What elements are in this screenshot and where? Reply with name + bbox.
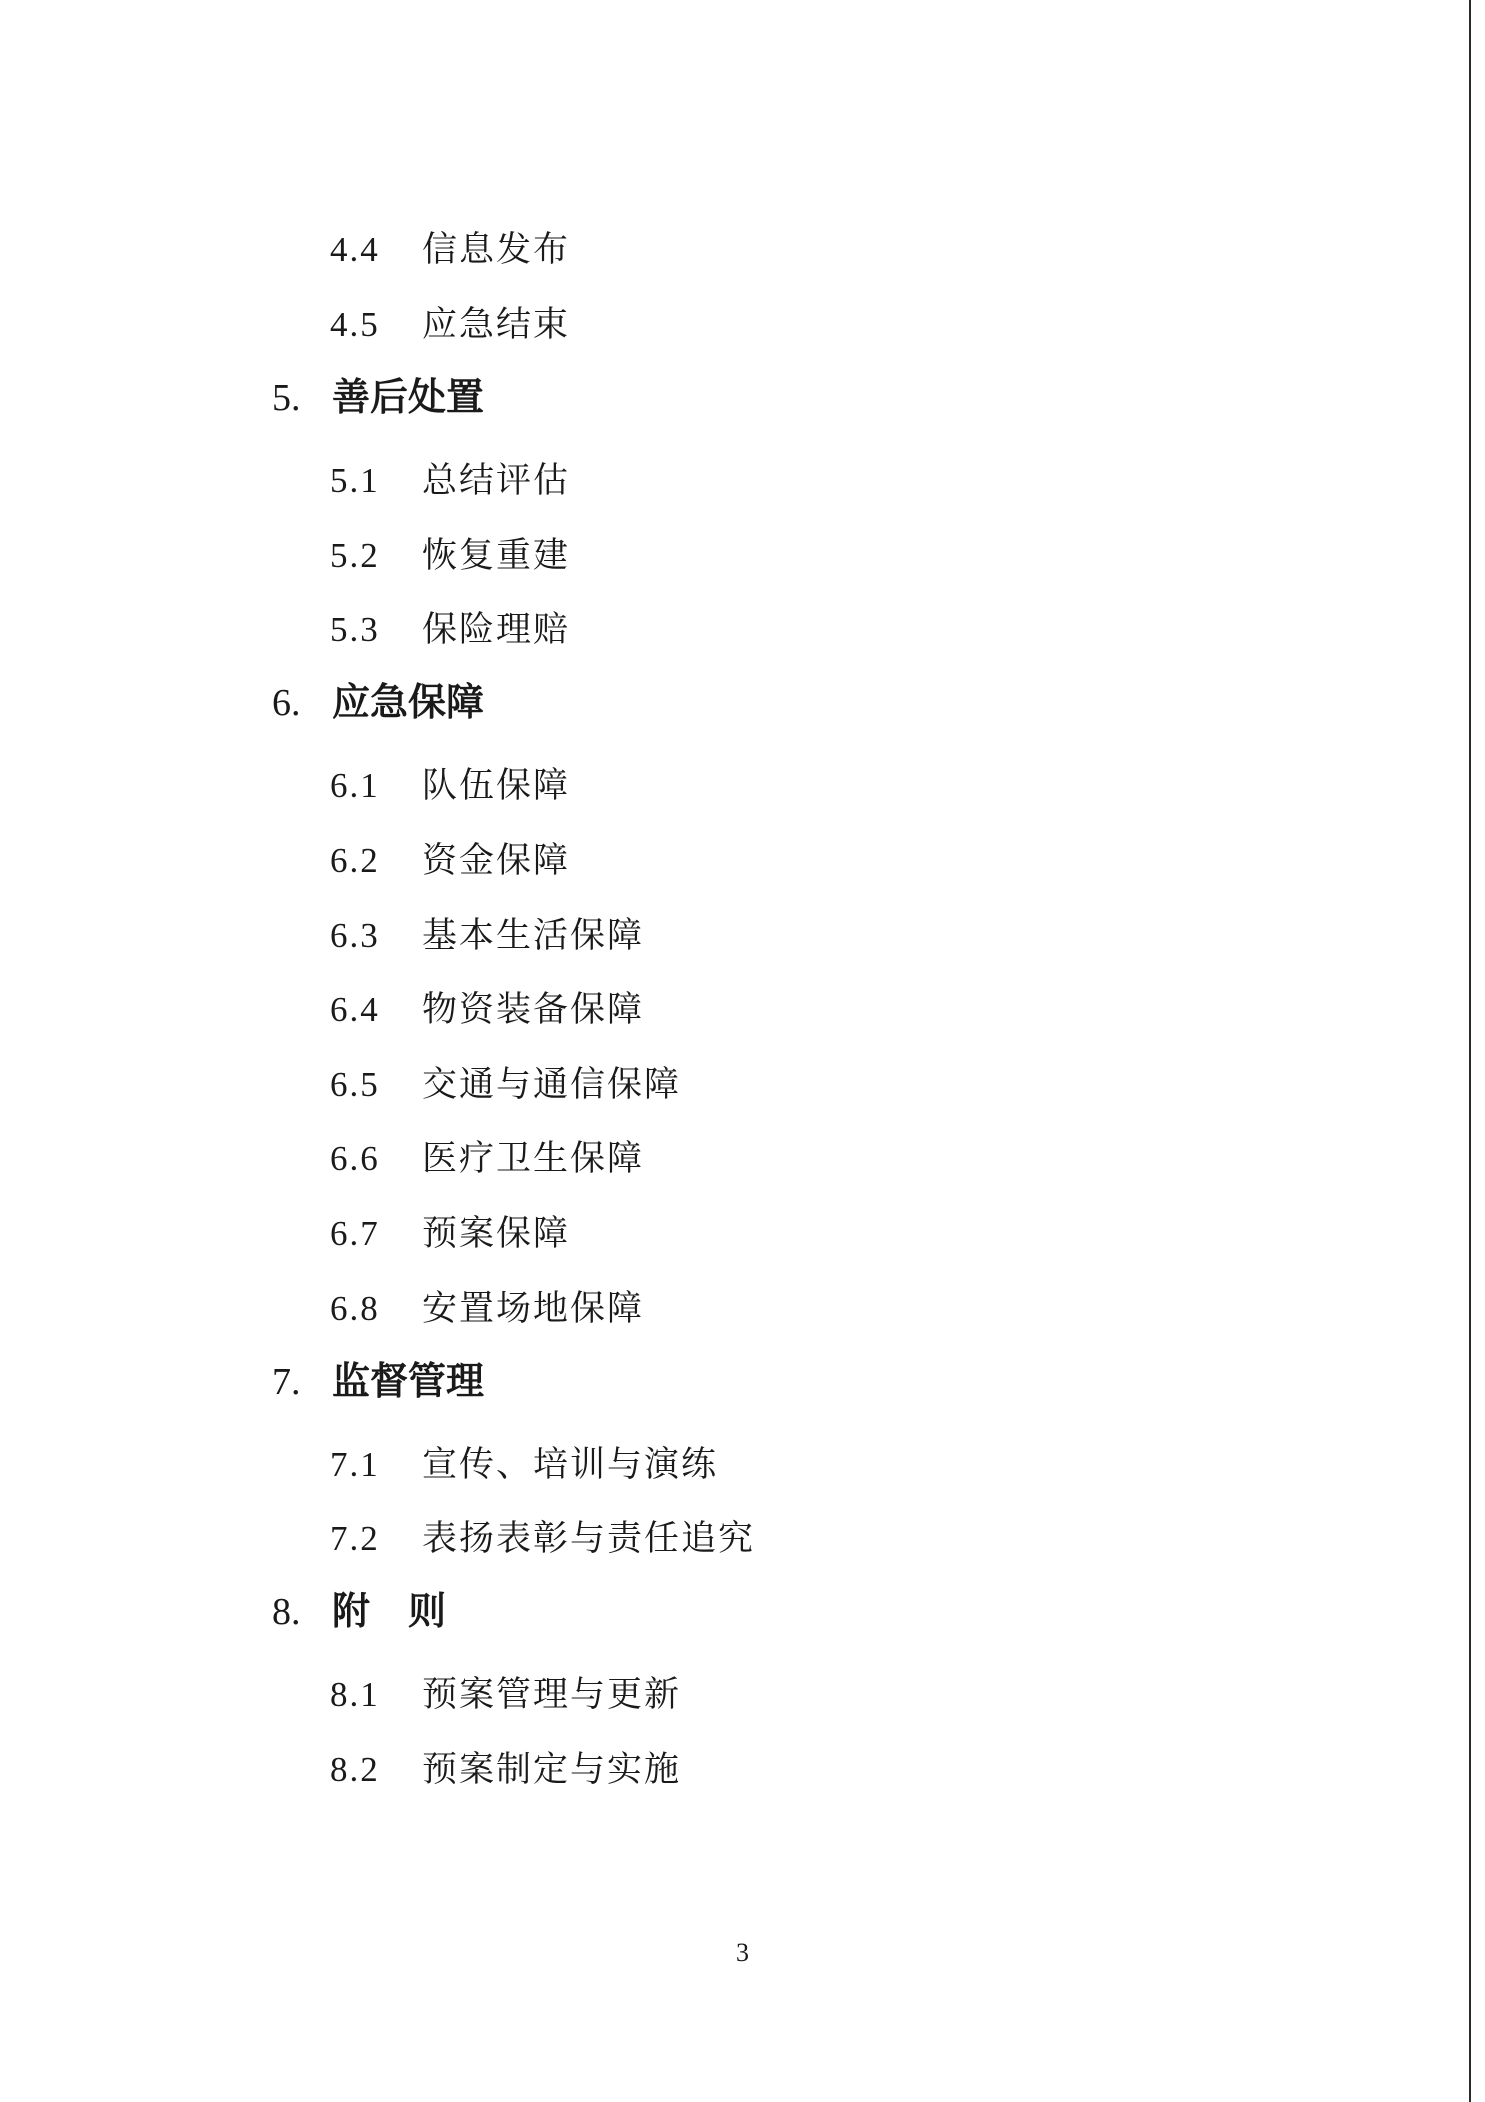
toc-entry-number: 5.3 — [330, 610, 380, 649]
toc-entry-title: 保险理赔 — [422, 610, 571, 650]
toc-section-number: 6. — [272, 682, 301, 724]
toc-entry-number: 8.1 — [330, 1675, 380, 1714]
toc-section-8 — [272, 1589, 447, 1633]
toc-entry-number: 5.1 — [330, 461, 380, 500]
toc-entry-number: 7.2 — [330, 1519, 380, 1558]
toc-entry-number: 6.2 — [330, 841, 380, 880]
toc-section-7 — [272, 1359, 485, 1403]
toc-entry-6-3 — [330, 918, 644, 954]
page-number: 3 — [736, 1938, 749, 1967]
toc-section-number: 5. — [272, 377, 301, 419]
toc-entry-number: 4.5 — [330, 305, 380, 344]
toc-entry-title: 宣传、培训与演练 — [422, 1445, 719, 1485]
toc-entry-number: 6.4 — [330, 990, 380, 1029]
toc-entry-number: 8.2 — [330, 1750, 380, 1789]
toc-entry-number: 6.1 — [330, 766, 380, 805]
toc-entry-6-6 — [330, 1141, 644, 1177]
toc-entry-title: 基本生活保障 — [422, 916, 645, 956]
toc-entry-7-1 — [330, 1447, 718, 1483]
toc-entry-title: 安置场地保障 — [422, 1289, 645, 1329]
toc-entry-6-4 — [330, 992, 644, 1028]
page-edge-line — [1469, 0, 1471, 2102]
toc-entry-number: 6.6 — [330, 1139, 380, 1178]
toc-entry-title: 交通与通信保障 — [422, 1065, 682, 1105]
toc-entry-title: 资金保障 — [422, 841, 571, 881]
toc-entry-5-3 — [330, 612, 570, 648]
toc-entry-title: 应急结束 — [422, 305, 571, 345]
toc-entry-title: 预案制定与实施 — [422, 1750, 682, 1790]
toc-entry-title: 信息发布 — [422, 230, 571, 270]
toc-entry-5-1 — [330, 463, 570, 499]
toc-entry-number: 7.1 — [330, 1445, 380, 1484]
toc-section-number: 7. — [272, 1361, 301, 1403]
toc-entry-number: 6.3 — [330, 916, 380, 955]
toc-entry-8-2 — [330, 1752, 681, 1788]
toc-section-title: 善后处置 — [332, 375, 485, 419]
toc-entry-6-2 — [330, 843, 570, 879]
toc-section-5 — [272, 375, 485, 419]
toc-entry-5-2 — [330, 538, 570, 574]
toc-section-title: 应急保障 — [332, 680, 485, 724]
toc-entry-8-1 — [330, 1677, 681, 1713]
toc-entry-7-2 — [330, 1521, 755, 1557]
toc-entry-number: 5.2 — [330, 536, 380, 575]
toc-section-title: 监督管理 — [332, 1359, 485, 1403]
toc-entry-6-7 — [330, 1216, 570, 1252]
toc-entry-number: 6.7 — [330, 1214, 380, 1253]
toc-entry-number: 6.8 — [330, 1289, 380, 1328]
toc-entry-number: 6.5 — [330, 1065, 380, 1104]
toc-entry-6-8 — [330, 1291, 644, 1327]
toc-entry-title: 物资装备保障 — [422, 990, 645, 1030]
toc-entry-title: 预案管理与更新 — [422, 1675, 682, 1715]
toc-entry-title: 预案保障 — [422, 1214, 571, 1254]
toc-entry-title: 医疗卫生保障 — [422, 1139, 645, 1179]
toc-entry-title: 表扬表彰与责任追究 — [422, 1519, 756, 1559]
toc-entry-title: 恢复重建 — [422, 536, 571, 576]
toc-entry-title: 总结评估 — [422, 461, 571, 501]
toc-entry-4-4 — [330, 232, 570, 268]
toc-section-title: 附 则 — [332, 1589, 447, 1633]
toc-entry-4-5 — [330, 307, 570, 343]
toc-section-6 — [272, 680, 485, 724]
toc-entry-6-1 — [330, 768, 570, 804]
toc-entry-6-5 — [330, 1067, 681, 1103]
toc-entry-title: 队伍保障 — [422, 766, 571, 806]
toc-entry-number: 4.4 — [330, 230, 380, 269]
toc-section-number: 8. — [272, 1591, 301, 1633]
